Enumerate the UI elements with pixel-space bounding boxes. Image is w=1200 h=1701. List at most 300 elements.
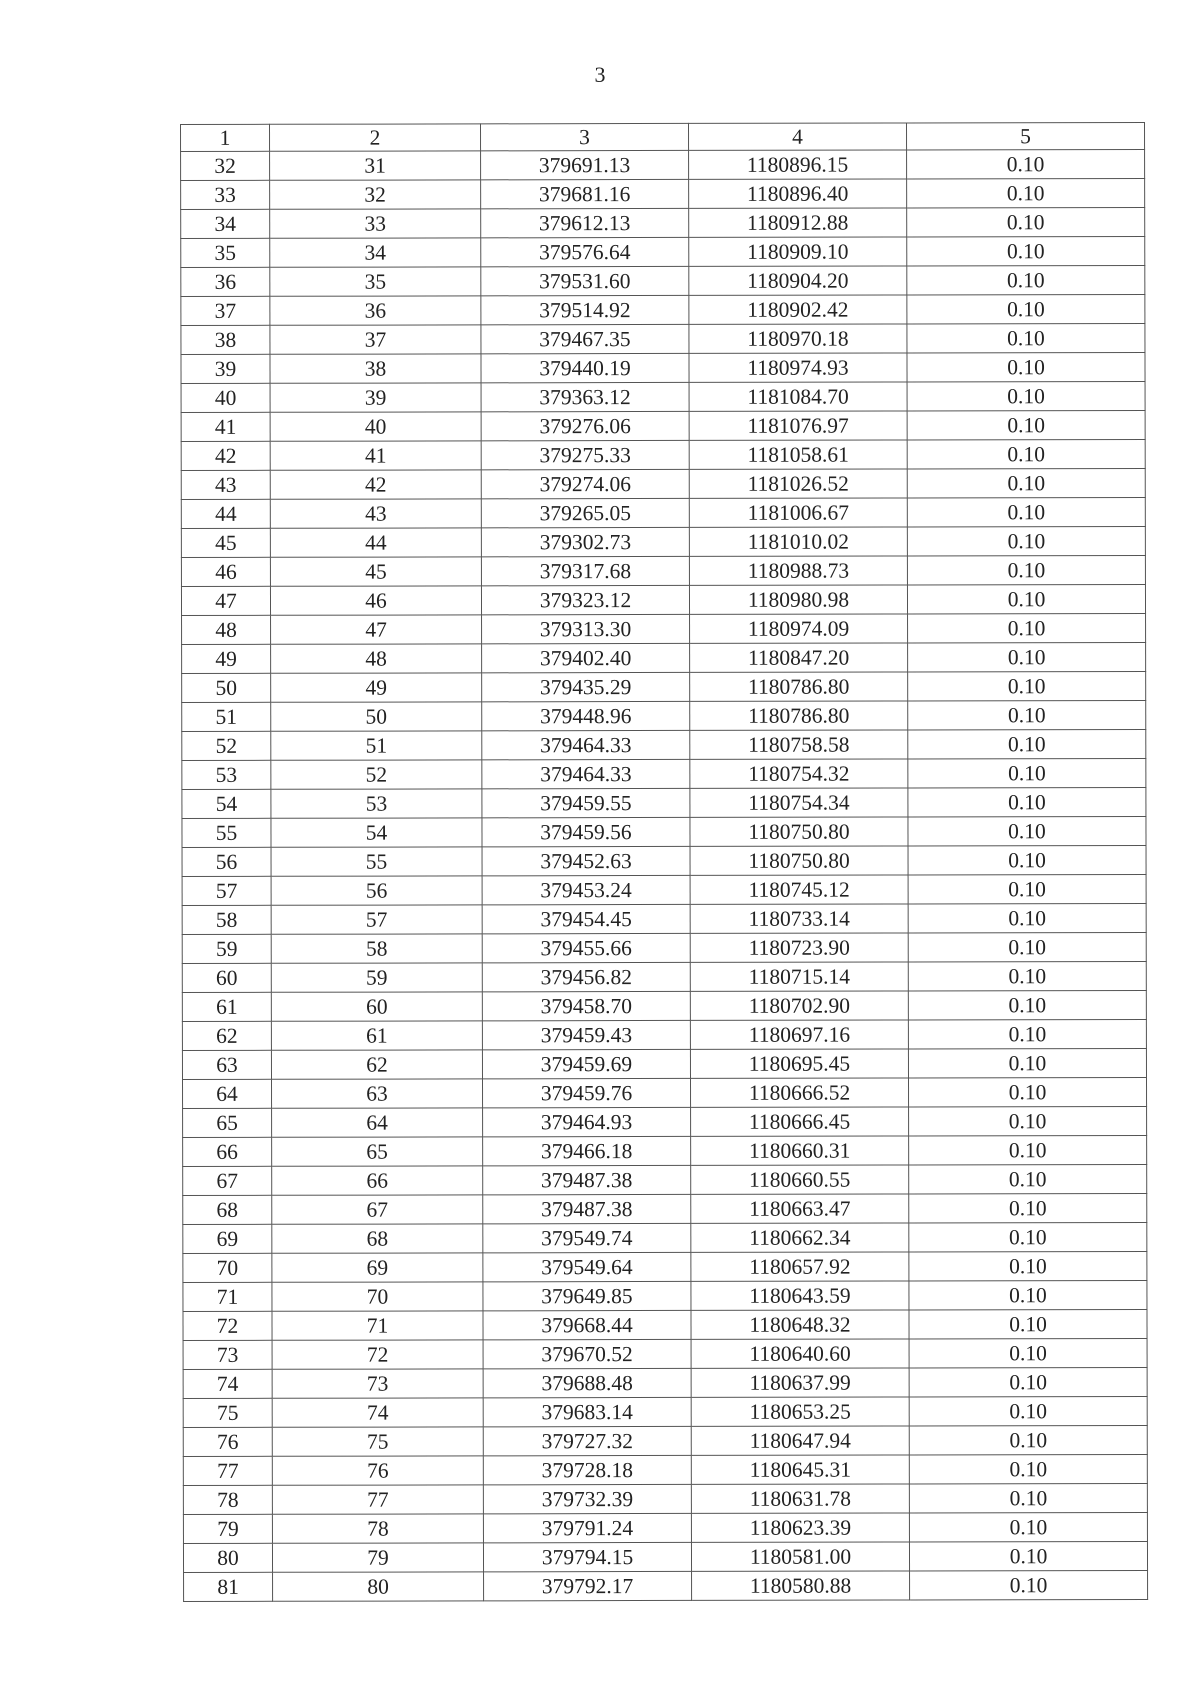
point-number-cell: 47: [271, 615, 482, 644]
point-number-cell: 31: [270, 151, 481, 180]
value-cell: 0.10: [909, 1483, 1147, 1512]
y-coordinate-cell: 1180581.00: [691, 1542, 909, 1571]
table-row: [183, 1483, 1147, 1514]
point-number-cell: 39: [270, 383, 481, 412]
y-coordinate-cell: 1180970.18: [689, 324, 907, 353]
point-number-cell: 53: [271, 789, 482, 818]
point-number-cell: 37: [270, 325, 481, 354]
row-number-cell: 35: [181, 238, 270, 267]
row-number-cell: 44: [181, 499, 270, 528]
table-row: [183, 1512, 1147, 1543]
table-row: [182, 845, 1146, 876]
value-cell: 0.10: [907, 381, 1145, 410]
point-number-cell: 44: [270, 528, 481, 557]
y-coordinate-cell: 1180904.20: [689, 266, 907, 295]
y-coordinate-cell: 1180702.90: [690, 991, 908, 1020]
point-number-cell: 76: [272, 1456, 483, 1485]
x-coordinate-cell: 379265.05: [481, 498, 689, 527]
x-coordinate-cell: 379691.13: [481, 150, 689, 179]
row-number-cell: 63: [182, 1050, 271, 1079]
row-number-cell: 57: [182, 876, 271, 905]
point-number-cell: 75: [272, 1427, 483, 1456]
table-row: [183, 1251, 1147, 1282]
point-number-cell: 48: [271, 644, 482, 673]
y-coordinate-cell: 1181026.52: [689, 469, 907, 498]
point-number-cell: 68: [272, 1224, 483, 1253]
y-coordinate-cell: 1181084.70: [689, 382, 907, 411]
y-coordinate-cell: 1180980.98: [689, 585, 907, 614]
table-row: [182, 932, 1146, 963]
x-coordinate-cell: 379732.39: [483, 1484, 691, 1513]
point-number-cell: 66: [272, 1166, 483, 1195]
y-coordinate-cell: 1180974.09: [690, 614, 908, 643]
row-number-cell: 72: [183, 1311, 272, 1340]
point-number-cell: 78: [272, 1514, 483, 1543]
value-cell: 0.10: [907, 265, 1145, 294]
point-number-cell: 36: [270, 296, 481, 325]
table-row: [182, 1019, 1146, 1050]
value-cell: 0.10: [907, 323, 1145, 352]
x-coordinate-cell: 379440.19: [481, 353, 689, 382]
x-coordinate-cell: 379792.17: [484, 1571, 692, 1600]
row-number-cell: 46: [181, 557, 270, 586]
x-coordinate-cell: 379302.73: [481, 527, 689, 556]
point-number-cell: 71: [272, 1311, 483, 1340]
x-coordinate-cell: 379464.93: [483, 1107, 691, 1136]
value-cell: 0.10: [907, 178, 1145, 207]
x-coordinate-cell: 379363.12: [481, 382, 689, 411]
row-number-cell: 59: [182, 934, 271, 963]
value-cell: 0.10: [908, 642, 1146, 671]
row-number-cell: 33: [181, 180, 270, 209]
value-cell: 0.10: [907, 584, 1145, 613]
point-number-cell: 50: [271, 702, 482, 731]
coordinates-table: [180, 122, 1148, 1602]
table-row: [181, 381, 1145, 412]
row-number-cell: 67: [183, 1166, 272, 1195]
row-number-cell: 51: [182, 702, 271, 731]
header-row: [181, 122, 1145, 151]
value-cell: 0.10: [909, 1309, 1147, 1338]
table-row: [181, 236, 1145, 267]
value-cell: 0.10: [909, 1425, 1147, 1454]
table-row: [183, 1193, 1147, 1224]
y-coordinate-cell: 1181010.02: [689, 527, 907, 556]
y-coordinate-cell: 1180715.14: [690, 962, 908, 991]
row-number-cell: 49: [182, 644, 271, 673]
x-coordinate-cell: 379514.92: [481, 295, 689, 324]
value-cell: 0.10: [909, 1222, 1147, 1251]
point-number-cell: 73: [272, 1369, 483, 1398]
x-coordinate-cell: 379317.68: [481, 556, 689, 585]
value-cell: 0.10: [909, 1512, 1147, 1541]
value-cell: 0.10: [909, 1280, 1147, 1309]
point-number-cell: 49: [271, 673, 482, 702]
table-row: [183, 1309, 1147, 1340]
table-row: [181, 352, 1145, 383]
table-row: [182, 874, 1146, 905]
y-coordinate-cell: 1180653.25: [691, 1397, 909, 1426]
value-cell: 0.10: [909, 1454, 1147, 1483]
point-number-cell: 40: [270, 412, 481, 441]
table-row: [183, 1338, 1147, 1369]
value-cell: 0.10: [908, 671, 1146, 700]
x-coordinate-cell: 379612.13: [481, 208, 689, 237]
value-cell: 0.10: [907, 410, 1145, 439]
y-coordinate-cell: 1180666.45: [691, 1107, 909, 1136]
value-cell: 0.10: [907, 497, 1145, 526]
row-number-cell: 70: [183, 1253, 272, 1282]
value-cell: 0.10: [907, 149, 1145, 178]
point-number-cell: 46: [270, 586, 481, 615]
value-cell: 0.10: [908, 729, 1146, 758]
value-cell: 0.10: [907, 439, 1145, 468]
x-coordinate-cell: 379459.69: [482, 1049, 690, 1078]
table-row: [183, 1541, 1147, 1572]
point-number-cell: 41: [270, 441, 481, 470]
table-row: [181, 178, 1145, 209]
x-coordinate-cell: 379455.66: [482, 933, 690, 962]
x-coordinate-cell: 379794.15: [483, 1542, 691, 1571]
row-number-cell: 40: [181, 383, 270, 412]
value-cell: 0.10: [908, 932, 1146, 961]
y-coordinate-cell: 1180662.34: [691, 1223, 909, 1252]
x-coordinate-cell: 379728.18: [483, 1455, 691, 1484]
value-cell: 0.10: [909, 1367, 1147, 1396]
row-number-cell: 43: [181, 470, 270, 499]
table-row: [184, 1570, 1148, 1601]
row-number-cell: 74: [183, 1369, 272, 1398]
table-row: [182, 700, 1146, 731]
point-number-cell: 58: [271, 934, 482, 963]
x-coordinate-cell: 379464.33: [482, 759, 690, 788]
row-number-cell: 62: [182, 1021, 271, 1050]
value-cell: 0.10: [908, 613, 1146, 642]
row-number-cell: 73: [183, 1340, 272, 1369]
row-number-cell: 75: [183, 1398, 272, 1427]
y-coordinate-cell: 1180754.34: [690, 788, 908, 817]
table-row: [181, 497, 1145, 528]
value-cell: 0.10: [909, 1193, 1147, 1222]
x-coordinate-cell: 379466.18: [483, 1136, 691, 1165]
table-row: [183, 1425, 1147, 1456]
y-coordinate-cell: 1180723.90: [690, 933, 908, 962]
y-coordinate-cell: 1180733.14: [690, 904, 908, 933]
y-coordinate-cell: 1180750.80: [690, 846, 908, 875]
row-number-cell: 76: [183, 1427, 272, 1456]
point-number-cell: 45: [270, 557, 481, 586]
y-coordinate-cell: 1180660.31: [691, 1136, 909, 1165]
y-coordinate-cell: 1180786.80: [690, 701, 908, 730]
value-cell: 0.10: [907, 468, 1145, 497]
value-cell: 0.10: [909, 1251, 1147, 1280]
table-row: [181, 584, 1145, 615]
point-number-cell: 52: [271, 760, 482, 789]
point-number-cell: 80: [273, 1572, 484, 1601]
table-row: [181, 468, 1145, 499]
row-number-cell: 38: [181, 325, 270, 354]
value-cell: 0.10: [907, 555, 1145, 584]
table-body: [181, 149, 1148, 1601]
x-coordinate-cell: 379668.44: [483, 1310, 691, 1339]
y-coordinate-cell: 1180909.10: [689, 237, 907, 266]
y-coordinate-cell: 1180902.42: [689, 295, 907, 324]
table-row: [183, 1367, 1147, 1398]
y-coordinate-cell: 1180695.45: [690, 1049, 908, 1078]
x-coordinate-cell: 379454.45: [482, 904, 690, 933]
value-cell: 0.10: [907, 207, 1145, 236]
y-coordinate-cell: 1180640.60: [691, 1339, 909, 1368]
row-number-cell: 48: [182, 615, 271, 644]
x-coordinate-cell: 379274.06: [481, 469, 689, 498]
value-cell: 0.10: [907, 236, 1145, 265]
point-number-cell: 43: [270, 499, 481, 528]
table-row: [182, 961, 1146, 992]
table-row: [181, 265, 1145, 296]
table-row: [181, 526, 1145, 557]
x-coordinate-cell: 379458.70: [482, 991, 690, 1020]
point-number-cell: 62: [271, 1050, 482, 1079]
row-number-cell: 80: [183, 1543, 272, 1572]
x-coordinate-cell: 379453.24: [482, 875, 690, 904]
value-cell: 0.10: [908, 700, 1146, 729]
value-cell: 0.10: [907, 526, 1145, 555]
x-coordinate-cell: 379791.24: [483, 1513, 691, 1542]
value-cell: 0.10: [908, 1019, 1146, 1048]
value-cell: 0.10: [908, 874, 1146, 903]
row-number-cell: 41: [181, 412, 270, 441]
y-coordinate-cell: 1180786.80: [690, 672, 908, 701]
table-row: [183, 1280, 1147, 1311]
row-number-cell: 56: [182, 847, 271, 876]
table-row: [181, 555, 1145, 586]
x-coordinate-cell: 379464.33: [482, 730, 690, 759]
value-cell: 0.10: [908, 1077, 1146, 1106]
value-cell: 0.10: [908, 845, 1146, 874]
point-number-cell: 79: [272, 1543, 483, 1572]
value-cell: 0.10: [907, 352, 1145, 381]
point-number-cell: 67: [272, 1195, 483, 1224]
y-coordinate-cell: 1180666.52: [691, 1078, 909, 1107]
point-number-cell: 59: [271, 963, 482, 992]
x-coordinate-cell: 379459.55: [482, 788, 690, 817]
row-number-cell: 61: [182, 992, 271, 1021]
row-number-cell: 53: [182, 760, 271, 789]
y-coordinate-cell: 1180896.40: [689, 179, 907, 208]
row-number-cell: 37: [181, 296, 270, 325]
table-row: [182, 816, 1146, 847]
y-coordinate-cell: 1180758.58: [690, 730, 908, 759]
table-row: [183, 1077, 1147, 1108]
row-number-cell: 68: [183, 1195, 272, 1224]
value-cell: 0.10: [909, 1541, 1147, 1570]
point-number-cell: 35: [270, 267, 481, 296]
y-coordinate-cell: 1180663.47: [691, 1194, 909, 1223]
table-row: [181, 410, 1145, 441]
value-cell: 0.10: [909, 1106, 1147, 1135]
value-cell: 0.10: [907, 294, 1145, 323]
point-number-cell: 38: [270, 354, 481, 383]
table-row: [182, 990, 1146, 1021]
x-coordinate-cell: 379487.38: [483, 1165, 691, 1194]
point-number-cell: 42: [270, 470, 481, 499]
x-coordinate-cell: 379688.48: [483, 1368, 691, 1397]
row-number-cell: 81: [184, 1572, 273, 1601]
row-number-cell: 50: [182, 673, 271, 702]
row-number-cell: 54: [182, 789, 271, 818]
row-number-cell: 55: [182, 818, 271, 847]
x-coordinate-cell: 379727.32: [483, 1426, 691, 1455]
table-row: [183, 1106, 1147, 1137]
x-coordinate-cell: 379467.35: [481, 324, 689, 353]
x-coordinate-cell: 379275.33: [481, 440, 689, 469]
row-number-cell: 42: [181, 441, 270, 470]
y-coordinate-cell: 1180623.39: [691, 1513, 909, 1542]
y-coordinate-cell: 1180637.99: [691, 1368, 909, 1397]
table-row: [183, 1135, 1147, 1166]
point-number-cell: 57: [271, 905, 482, 934]
y-coordinate-cell: 1180647.94: [691, 1426, 909, 1455]
x-coordinate-cell: 379448.96: [482, 701, 690, 730]
column-header-3: 3: [481, 123, 689, 150]
table-row: [183, 1164, 1147, 1195]
y-coordinate-cell: 1180697.16: [690, 1020, 908, 1049]
table-row: [182, 1048, 1146, 1079]
table-row: [181, 439, 1145, 470]
column-header-4: 4: [688, 123, 906, 150]
x-coordinate-cell: 379670.52: [483, 1339, 691, 1368]
table-row: [183, 1454, 1147, 1485]
row-number-cell: 58: [182, 905, 271, 934]
y-coordinate-cell: 1180896.15: [689, 150, 907, 179]
row-number-cell: 71: [183, 1282, 272, 1311]
x-coordinate-cell: 379435.29: [482, 672, 690, 701]
y-coordinate-cell: 1180643.59: [691, 1281, 909, 1310]
column-header-1: 1: [181, 124, 270, 151]
row-number-cell: 65: [183, 1108, 272, 1137]
point-number-cell: 61: [271, 1021, 482, 1050]
x-coordinate-cell: 379683.14: [483, 1397, 691, 1426]
point-number-cell: 33: [270, 209, 481, 238]
row-number-cell: 45: [181, 528, 270, 557]
x-coordinate-cell: 379276.06: [481, 411, 689, 440]
column-header-2: 2: [270, 124, 481, 151]
point-number-cell: 32: [270, 180, 481, 209]
row-number-cell: 77: [183, 1456, 272, 1485]
x-coordinate-cell: 379456.82: [482, 962, 690, 991]
table-row: [182, 671, 1146, 702]
table-row: [182, 642, 1146, 673]
value-cell: 0.10: [909, 1135, 1147, 1164]
x-coordinate-cell: 379531.60: [481, 266, 689, 295]
table-row: [182, 613, 1146, 644]
table-row: [182, 903, 1146, 934]
table-header: [181, 122, 1145, 151]
y-coordinate-cell: 1180648.32: [691, 1310, 909, 1339]
point-number-cell: 65: [272, 1137, 483, 1166]
y-coordinate-cell: 1180912.88: [689, 208, 907, 237]
value-cell: 0.10: [909, 1396, 1147, 1425]
x-coordinate-cell: 379549.64: [483, 1252, 691, 1281]
x-coordinate-cell: 379681.16: [481, 179, 689, 208]
value-cell: 0.10: [908, 1048, 1146, 1077]
table-row: [181, 207, 1145, 238]
y-coordinate-cell: 1180974.93: [689, 353, 907, 382]
x-coordinate-cell: 379549.74: [483, 1223, 691, 1252]
y-coordinate-cell: 1180580.88: [692, 1571, 910, 1600]
value-cell: 0.10: [908, 787, 1146, 816]
x-coordinate-cell: 379459.43: [482, 1020, 690, 1049]
row-number-cell: 69: [183, 1224, 272, 1253]
table-row: [182, 758, 1146, 789]
x-coordinate-cell: 379459.56: [482, 817, 690, 846]
table-row: [181, 294, 1145, 325]
point-number-cell: 69: [272, 1253, 483, 1282]
point-number-cell: 51: [271, 731, 482, 760]
y-coordinate-cell: 1180660.55: [691, 1165, 909, 1194]
point-number-cell: 64: [272, 1108, 483, 1137]
point-number-cell: 74: [272, 1398, 483, 1427]
x-coordinate-cell: 379459.76: [483, 1078, 691, 1107]
page-number: 3: [594, 62, 606, 87]
table-row: [182, 787, 1146, 818]
x-coordinate-cell: 379313.30: [482, 614, 690, 643]
y-coordinate-cell: 1181006.67: [689, 498, 907, 527]
row-number-cell: 39: [181, 354, 270, 383]
x-coordinate-cell: 379576.64: [481, 237, 689, 266]
y-coordinate-cell: 1181058.61: [689, 440, 907, 469]
value-cell: 0.10: [908, 758, 1146, 787]
y-coordinate-cell: 1181076.97: [689, 411, 907, 440]
point-number-cell: 56: [271, 876, 482, 905]
row-number-cell: 78: [183, 1485, 272, 1514]
row-number-cell: 60: [182, 963, 271, 992]
row-number-cell: 79: [183, 1514, 272, 1543]
row-number-cell: 47: [181, 586, 270, 615]
value-cell: 0.10: [909, 1338, 1147, 1367]
row-number-cell: 64: [183, 1079, 272, 1108]
table-row: [183, 1396, 1147, 1427]
y-coordinate-cell: 1180645.31: [691, 1455, 909, 1484]
point-number-cell: 34: [270, 238, 481, 267]
point-number-cell: 72: [272, 1340, 483, 1369]
y-coordinate-cell: 1180745.12: [690, 875, 908, 904]
point-number-cell: 55: [271, 847, 482, 876]
row-number-cell: 66: [183, 1137, 272, 1166]
value-cell: 0.10: [908, 816, 1146, 845]
y-coordinate-cell: 1180631.78: [691, 1484, 909, 1513]
table-row: [182, 729, 1146, 760]
value-cell: 0.10: [908, 961, 1146, 990]
point-number-cell: 63: [272, 1079, 483, 1108]
x-coordinate-cell: 379649.85: [483, 1281, 691, 1310]
y-coordinate-cell: 1180657.92: [691, 1252, 909, 1281]
value-cell: 0.10: [908, 903, 1146, 932]
value-cell: 0.10: [909, 1164, 1147, 1193]
point-number-cell: 77: [272, 1485, 483, 1514]
y-coordinate-cell: 1180847.20: [690, 643, 908, 672]
table-row: [181, 149, 1145, 180]
table-row: [181, 323, 1145, 354]
table-row: [183, 1222, 1147, 1253]
x-coordinate-cell: 379323.12: [481, 585, 689, 614]
row-number-cell: 52: [182, 731, 271, 760]
column-header-5: 5: [906, 122, 1144, 149]
y-coordinate-cell: 1180988.73: [689, 556, 907, 585]
row-number-cell: 32: [181, 151, 270, 180]
x-coordinate-cell: 379402.40: [482, 643, 690, 672]
point-number-cell: 60: [271, 992, 482, 1021]
